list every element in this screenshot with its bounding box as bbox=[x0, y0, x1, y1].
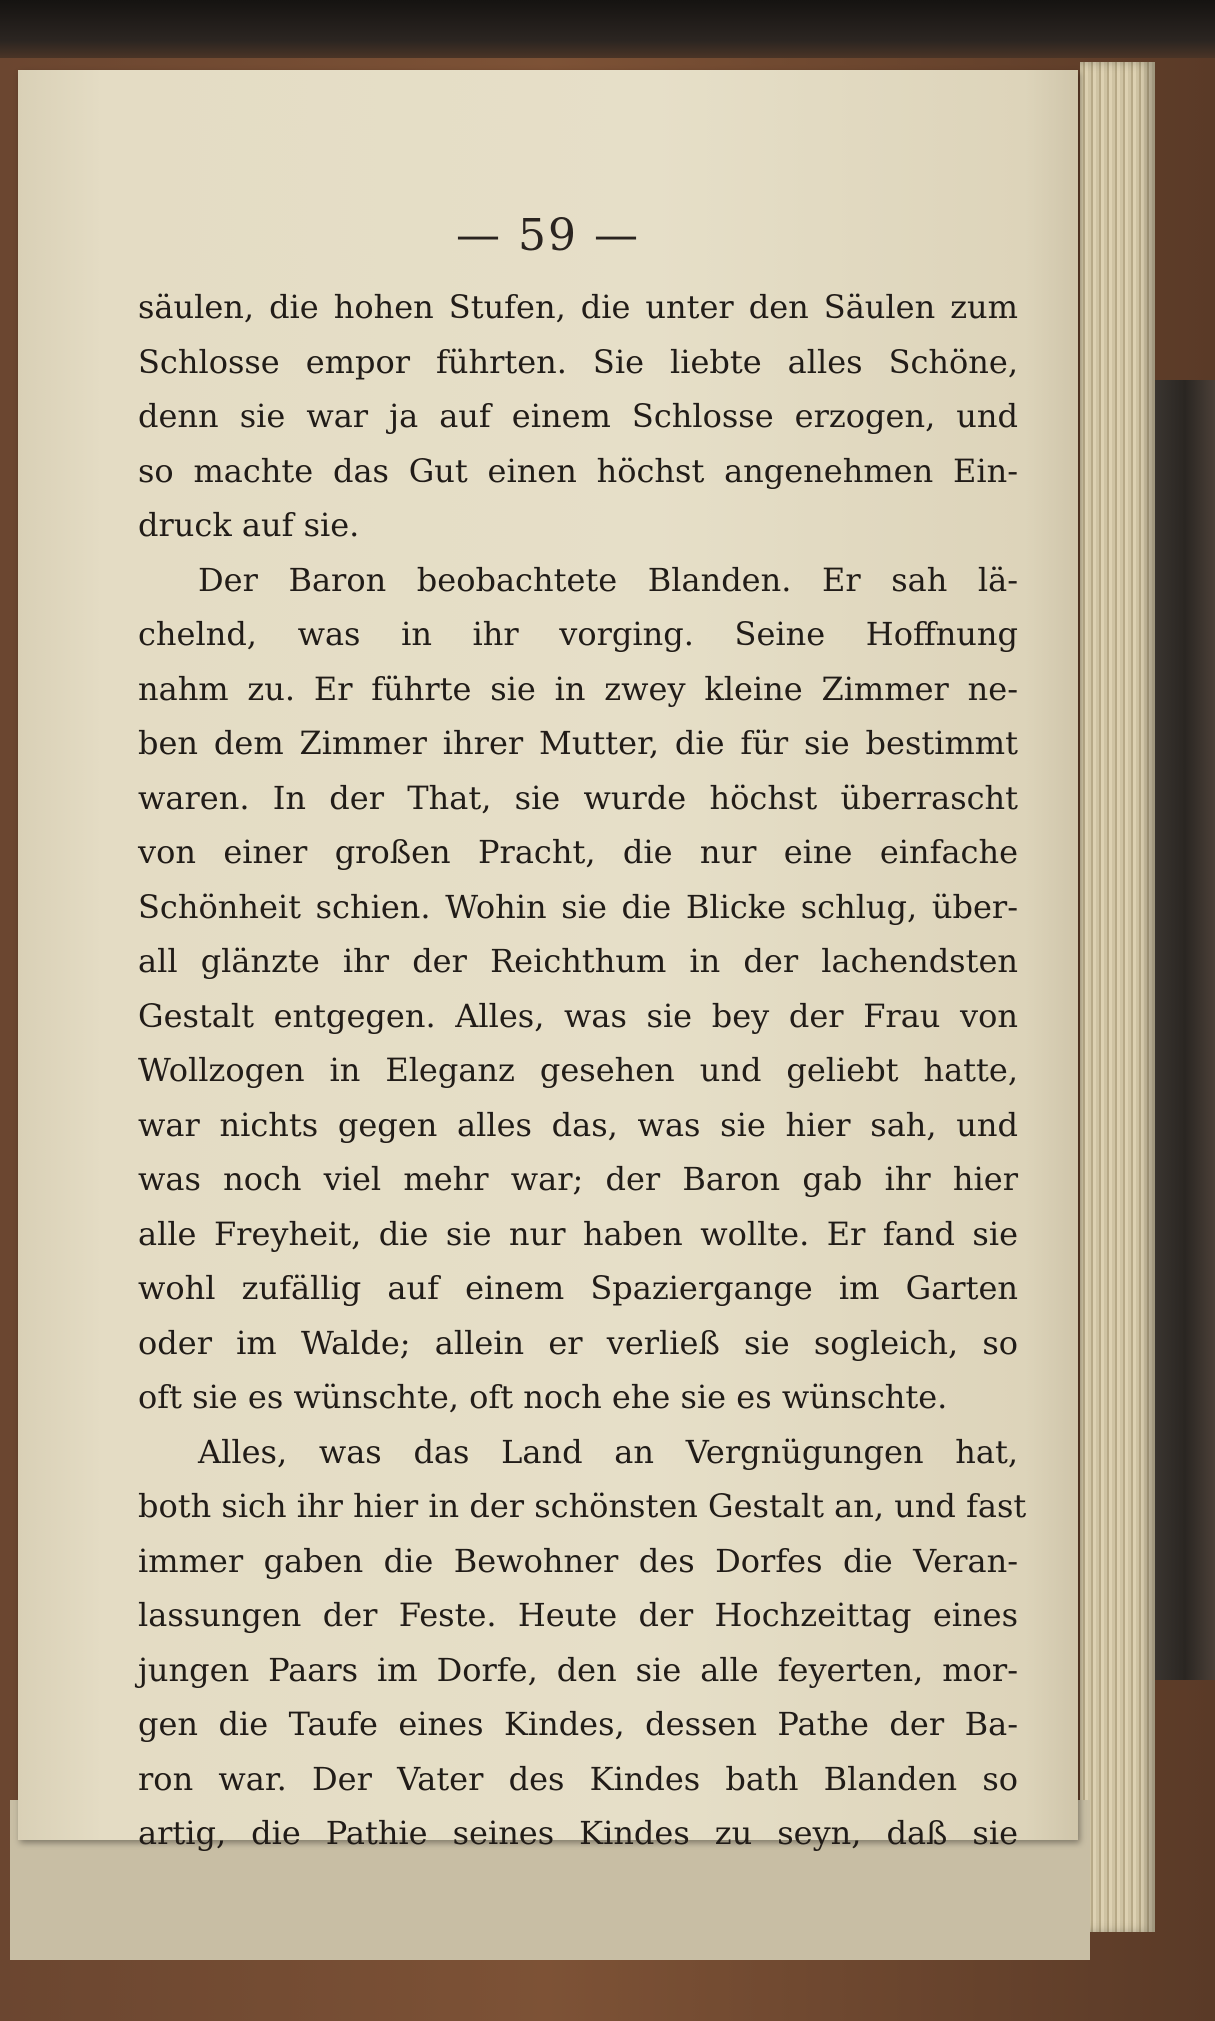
book-page bbox=[18, 70, 1078, 1852]
text-line: nahm zu. Er führte sie in zwey kleine Zimmer ne- bbox=[138, 669, 1018, 708]
text-line: chelnd, was in ihr vorging. Seine Hoffnung bbox=[138, 615, 1018, 653]
book-back-board bbox=[1155, 380, 1215, 1680]
text-line: both sich ihr hier in der schönsten Gestalt an, und fast bbox=[138, 1487, 1027, 1525]
text-line: waren. In der That, sie wurde höchst überrascht bbox=[138, 778, 1018, 817]
text-line: Wollzogen in Eleganz gesehen und geliebt hatte, bbox=[138, 1051, 1018, 1089]
text-line: ron war. Der Vater des Kindes bath Blanden so bbox=[138, 1759, 1018, 1798]
text-line: gen die Taufe eines Kindes, dessen Pathe der Ba- bbox=[138, 1705, 1018, 1743]
text-line: was noch viel mehr war; der Baron gab ihr hier bbox=[138, 1160, 1018, 1198]
paragraph-start-line: Alles, was das Land an Vergnügungen hat, bbox=[198, 1432, 1018, 1471]
text-line: all glänzte ihr der Reichthum in der lachendsten bbox=[138, 942, 1018, 980]
text-line: säulen, die hohen Stufen, die unter den Säulen zum bbox=[138, 288, 1018, 326]
page-block-edge bbox=[1080, 62, 1155, 1932]
text-line: denn sie war ja auf einem Schlosse erzogen, und bbox=[138, 397, 1018, 435]
text-line: oft sie es wünschte, oft noch ehe sie es wünschte. bbox=[138, 1378, 948, 1416]
page-number: — 59 — bbox=[456, 210, 640, 261]
text-line: oder im Walde; allein er verließ sie sogleich, so bbox=[138, 1323, 1018, 1362]
text-line: alle Freyheit, die sie nur haben wollte. Er fand sie bbox=[138, 1214, 1018, 1253]
page-text bbox=[138, 280, 1027, 1861]
text-line: ben dem Zimmer ihrer Mutter, die für sie bestimmt bbox=[138, 724, 1018, 762]
text-line: lassungen der Feste. Heute der Hochzeittag eines bbox=[138, 1596, 1018, 1634]
text-line: Gestalt entgegen. Alles, was sie bey der Frau von bbox=[138, 996, 1018, 1035]
text-line: Schlosse empor führten. Sie liebte alles Schöne, bbox=[138, 342, 1018, 381]
text-line: immer gaben die Bewohner des Dorfes die Veran- bbox=[138, 1541, 1018, 1580]
text-line: jungen Paars im Dorfe, den sie alle feyerten, mor- bbox=[138, 1650, 1018, 1689]
book-cover-top-edge bbox=[0, 0, 1215, 58]
text-line: so machte das Gut einen höchst angenehmen Ein- bbox=[138, 451, 1018, 490]
text-line: war nichts gegen alles das, was sie hier sah, und bbox=[138, 1105, 1018, 1144]
text-line: Schönheit schien. Wohin sie die Blicke schlug, über- bbox=[138, 887, 1018, 926]
paragraph-start-line: Der Baron beobachtete Blanden. Er sah lä- bbox=[198, 560, 1018, 599]
text-line: wohl zufällig auf einem Spaziergange im Garten bbox=[138, 1269, 1018, 1307]
text-line: artig, die Pathie seines Kindes zu seyn, daß sie bbox=[138, 1814, 1018, 1852]
text-line: von einer großen Pracht, die nur eine einfache bbox=[138, 833, 1018, 871]
text-line: druck auf sie. bbox=[138, 506, 360, 544]
